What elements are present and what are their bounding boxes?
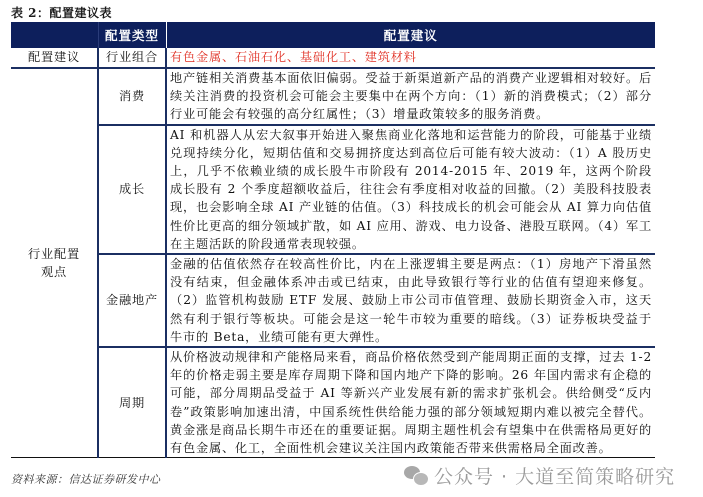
table-caption: 表 2：配置建议表 <box>11 6 113 20</box>
table-row-finance-realestate <box>11 254 655 347</box>
row-text-consumption: 地产链相关消费基本面依旧偏弱。受益于新渠道新产品的消费产业逻辑相对较好。后续关注消费的投资机会可能会主要集中在两个方向：（1）新的消费模式；（2）部分行业可能会有较强的高分红属性；（3）增量政策较多的服务消费。 <box>166 68 655 125</box>
group-label-line2: 观点 <box>41 265 67 280</box>
allocation-table <box>11 22 655 458</box>
row-text-cyclical: 从价格波动规律和产能格局来看，商品价格依然受到产能周期正面的支撑，过去 1-2 年的价格走弱主要是库存周期下降和国内地产下降的影响。26 年国内需求有企稳的可能，部分周期品受益于 AI 等新兴产业发展有新的需求扩张机会。供给侧受“反内卷”政策影响加速出清，中国系统性供给能力强的部分领域短期内难以被完全替代。黄金涨是商品长期牛市还在的重要证据。周期主题性机会有望集中在供需格局更好的有色金属、化工，全面性机会建议关注国内政策能否带来供需格局全面改善。 <box>166 347 655 458</box>
row-type-cyclical: 周期 <box>98 347 166 458</box>
group-label-industry-view <box>11 68 98 458</box>
table-row-growth <box>11 125 655 254</box>
table-row-consumption <box>11 68 655 125</box>
row-text-industry-combo: 有色金属、石油石化、基础化工、建筑材料 <box>166 48 655 68</box>
watermark-text: 公众号 · 大道至简策略研究 <box>434 466 676 488</box>
row-type-growth: 成长 <box>98 125 166 254</box>
row-label-config-advice: 配置建议 <box>11 48 98 68</box>
row-text-growth: AI 和机器人从宏大叙事开始进入聚焦商业化落地和运营能力的阶段，可能基于业绩兑现持续分化，短期估值和交易拥挤度达到高位后可能有较大波动：（1）A 股历史上，几乎不依赖业绩的成长股牛市阶段有 2014-2015 年、2019 年，这两个阶段成长股有 2 个季度超额收益后，往往会有季度相对收益的回撤。（2）美股科技股表现，也会影响全球 AI 产业链的估值。（3）科技成长的机会可能会从 AI 算力向估值性价比更高的细分领域扩散，如 AI 应用、游戏、电力设备、港股互联网。（4）军工在主题活跃的阶段通常表现较强。 <box>166 125 655 254</box>
watermark <box>404 462 675 489</box>
table-row-industry-combo <box>11 48 655 68</box>
header-config-type: 配置类型 <box>98 22 166 48</box>
row-text-finance-realestate: 金融的估值依然存在较高性价比，内在上涨逻辑主要是两点：（1）房地产下滑虽然没有结束，但金融体系冲击或已结束，由此导致银行等行业的估值有望迎来修复。（2）监管机构鼓励 ETF 发展、鼓励上市公司市值管理、鼓励长期资金入市，这天然有利于银行等板块。可能会是这一轮牛市较为重要的暗线。（3）证券板块受益于牛市的 Beta，业绩可能有更大弹性。 <box>166 254 655 347</box>
table-header-row <box>11 22 655 48</box>
group-label-line1: 行业配置 <box>28 246 80 261</box>
source-note: 资料来源：信达证券研发中心 <box>11 473 161 486</box>
header-blank <box>11 22 98 48</box>
row-type-industry-combo: 行业组合 <box>98 48 166 68</box>
row-type-consumption: 消费 <box>98 68 166 125</box>
wechat-icon <box>404 466 428 486</box>
row-type-finance-realestate: 金融地产 <box>98 254 166 347</box>
header-config-advice: 配置建议 <box>166 22 655 48</box>
table-row-cyclical <box>11 347 655 458</box>
